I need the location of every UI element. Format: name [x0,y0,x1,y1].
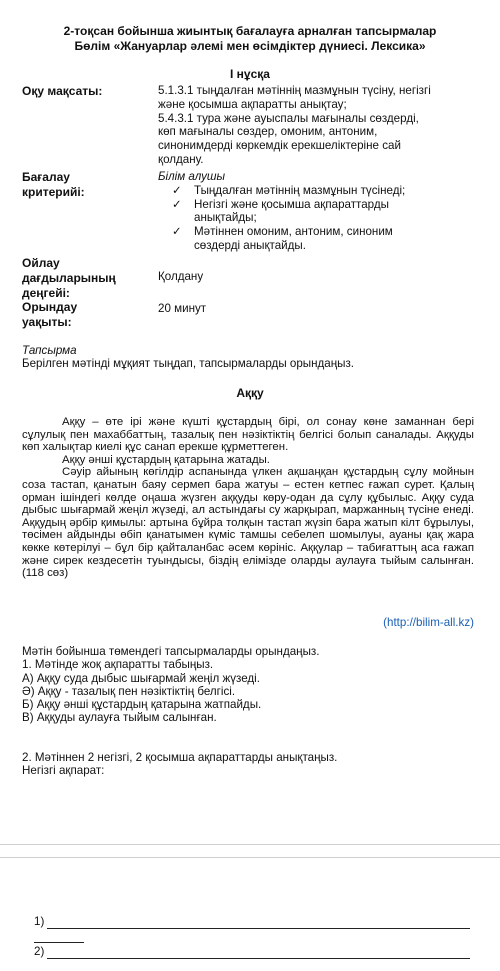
criterion-item: ✓ Мәтіннен омоним, антоним, синоним сөздерді анықтайды. [172,225,393,252]
thinking-level-label: Ойлау дағдыларының деңгейі: [22,256,116,300]
answer-number: 1) [34,915,45,928]
answer-line[interactable] [47,958,470,959]
time-label: Орындау уақыты: [22,300,78,329]
document-header [30,24,470,54]
criterion-item: ✓ Тыңдалған мәтіннің мазмұнын түсінеді; [172,183,406,197]
story-title: Аққу [236,386,264,400]
option-v: В) Аққуды аулауға тыйым салынған. [22,711,217,725]
option-b: Б) Аққу әнші құстардың қатарына жатпайды. [22,698,262,712]
story-paragraph: Сәуір айының көгілдір аспанында үлкен ақшаңқан құстардың сұлу мойнын соза тастап, қанатын баяу сермеп бара жатуы – естен кетпес ғажап сурет. Қалың орман ішіндегі көлде оңаша жүзген аққуды көру-одан да сұлу құбылыс. Аққу суда дыбыс шығармай жеңіл жүзеді, ал астындағы су жарқырап, маржанның түсіне енеді. Аққудың әрбір қимылы: артына бұйра толқын тастап жүзіп бара жатып кілт бұрылуы, төсімен айдынды өбіп қанатымен күміс тамшы себелеп шомылуы, ауаны қақ жара көкке көтерілуі – бұл бір қайталанбас әсем көрініс. Аққулар – табиғаттың аса ғажап және сирек кездесетін туындысы, біздің елімізде оларды аулауға тыйым салынған. (118 сөз) [22,466,474,580]
objectives-label: Оқу мақсаты: [22,84,103,98]
answer-line[interactable] [47,928,470,929]
objective-line: 5.1.3.1 тыңдалған мәтіннің мазмұнын түсіну, негізгі [158,84,431,97]
option-ae: Ә) Аққу - тазалық пен нәзіктіктің белгісі. [22,684,236,698]
header-line-2: Бөлім «Жануарлар әлемі мен өсімдіктер дүниесі. Лексика» [74,39,426,53]
header-line-1: 2-тоқсан бойынша жиынтық бағалауға арналған тапсырмалар [63,24,437,38]
checkmark-icon: ✓ [172,225,182,239]
questions-intro: Мәтін бойынша төмендегі тапсырмаларды орындаңыз. [22,645,320,658]
question-2: 2. Мәтіннен 2 негізгі, 2 қосымша ақпараттарды анықтаңыз. [22,751,338,764]
question-2-sub: Негізгі ақпарат: [22,764,105,778]
variant-label: І нұсқа [230,67,270,81]
time-value: 20 минут [158,302,207,315]
task-instruction: Берілген мәтінді мұқият тыңдап, тапсырмаларды орындаңыз. [22,357,354,370]
divider [0,857,500,858]
checkmark-icon: ✓ [172,197,182,211]
task-label: Тапсырма [22,344,77,357]
checkmark-icon: ✓ [172,183,182,197]
objective-line: 5.4.3.1 тура және ауыспалы мағыналы сөздерді, [158,111,419,125]
option-a: А) Аққу суда дыбыс шығармай жеңіл жүзеді. [22,671,260,685]
criteria-intro: Білім алушы [158,170,226,183]
objective-line: көп мағыналы сөздер, омоним, антоним, [158,125,378,139]
objective-line: және қосымша ақпаратты анықтау; [158,97,347,111]
story-paragraph: Аққу әнші құстардың қатарына жатады. [62,453,270,466]
question-1: 1. Мәтінде жоқ ақпаратты табыңыз. [22,658,214,672]
story-paragraph: Аққу – өте ірі және күшті құстардың бірі, ол сонау көне заманнан бері сұлулық пен махаббаттың, тазалық пен нәзіктіктің белгісі болып саналады. Аққуды көп халықтар киелі құс санап ерекше құрметтеген. [22,416,474,454]
question-2-block [22,751,337,778]
objective-line: синонимдерді көркемдік ерекшеліктеріне сай [158,139,401,153]
questions-block [22,645,474,725]
criteria-label: Бағалау критерийі: [22,170,85,199]
objective-line: қолдану. [158,152,204,166]
thinking-level-value: Қолдану [158,270,204,283]
story-text [22,416,474,580]
source-link[interactable]: (http://bilim-all.kz) [383,616,474,629]
objectives-text [158,84,478,167]
answer-line[interactable] [34,942,84,943]
divider [0,844,500,845]
answer-number: 2) [34,945,45,958]
criterion-item: ✓ Негізгі және қосымша ақпараттарды анықтайды; [172,197,389,225]
criteria-text [158,170,478,253]
